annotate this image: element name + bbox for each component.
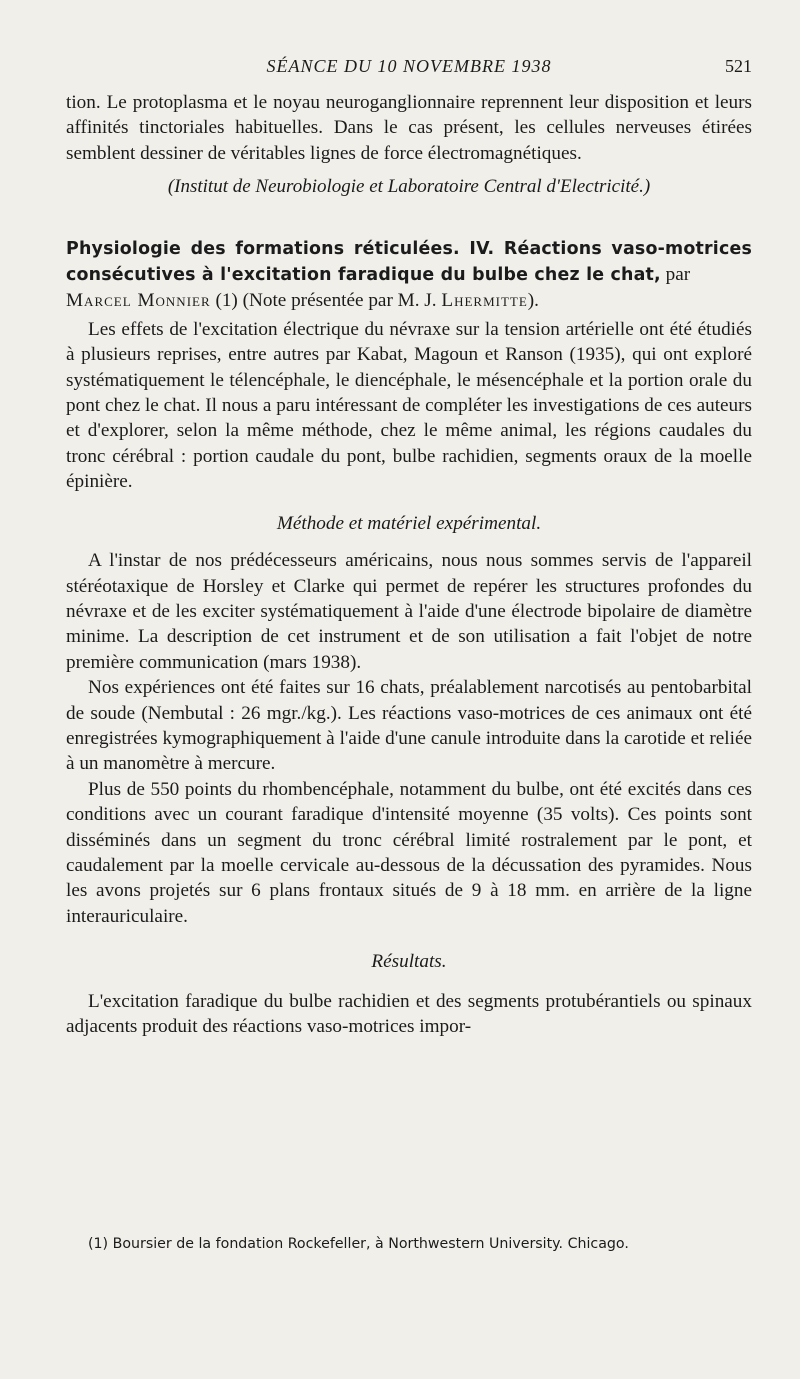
affiliation: (Institut de Neurobiologie et Laboratoire Central d'Electricité.) [167,176,651,198]
paragraph-5: L'excitation faradique du bulbe rachidien et des segments protubérantiels ou spinaux adjacents produit des réactions vaso-motrices impor- [66,990,752,1037]
note-suffix: ). [527,290,539,312]
section-heading-methods: Méthode et matériel expérimental. [276,512,542,534]
article-title [66,236,752,314]
paragraph-4: Plus de 550 points du rhombencéphale, notamment du bulbe, ont été excités dans ces conditions avec un courant faradique d'intensité moyenne (35 volts). Ces points sont disséminés dans un segment du tronc cérébral limité rostralement par le pont, et caudalement par la moelle cervicale au-dessous de la décussation des pyramides. Nous les avons projetés sur 6 plans frontaux situés de 9 à 18 mm. en arrière de la ligne interauriculaire. [66,778,752,927]
intro-paragraph: tion. Le protoplasma et le noyau neuroganglionnaire reprennent leur disposition et leurs affinités tinctoriales habituelles. Dans le cas présent, les cellules nerveuses étirées semblent dessiner de véritables lignes de force électromagnétiques. [66,92,752,164]
running-header [66,56,752,80]
presenter-name: Lhermitte [441,290,528,312]
author-name: Marcel Monnier [66,290,211,312]
note-prefix: (Note présentée par M. J. [242,290,442,312]
running-title: SÉANCE DU 10 NOVEMBRE 1938 [266,56,552,76]
paragraph-2: A l'instar de nos prédécesseurs américains, nous nous sommes servis de l'appareil stéréotaxique de Horsley et Clarke qui permet de repérer les structures profondes du névraxe et de les exciter systématiquement à l'aide d'une électrode bipolaire de diamètre minime. La description de cet instrument et de son utilisation a fait l'objet de notre première communication (mars 1938). [66,550,752,673]
footnote-ref: (1) [210,290,243,312]
paragraph-3: Nos expériences ont été faites sur 16 chats, préalablement narcotisés au pentobarbital de soude (Nembutal : 26 mgr./kg.). Les réactions vaso-motrices de ces animaux ont été enregistrées kymographiquement à l'aide d'une canule introduite dans la carotide et reliée à un manomètre à mercure. [66,677,752,775]
footnote: (1) Boursier de la fondation Rockefeller, à Northwestern University. Chicago. [88,1236,629,1252]
section-heading-results: Résultats. [371,951,447,973]
article-title-by: par [660,264,691,286]
page-number: 521 [725,56,752,76]
paragraph-1: Les effets de l'excitation électrique du névraxe sur la tension artérielle ont été étudiés à plusieurs reprises, entre autres par Kabat, Magoun et Ranson (1935), qui ont exploré systématiquement le télencéphale, le diencéphale, le mésencéphale et la portion orale du pont chez le chat. Il nous a paru intéressant de compléter les investigations de ces auteurs et d'explorer, selon la même méthode, chez le même animal, les régions caudales du tronc cérébral : portion caudale du pont, bulbe rachidien, segments oraux de la moelle épinière. [66,318,752,493]
body-text [66,90,752,1039]
article-title-bold: Physiologie des formations réticulées. IV. Réactions vaso-motrices consécutives à l'excitation faradique du bulbe chez le chat, [66,238,752,286]
